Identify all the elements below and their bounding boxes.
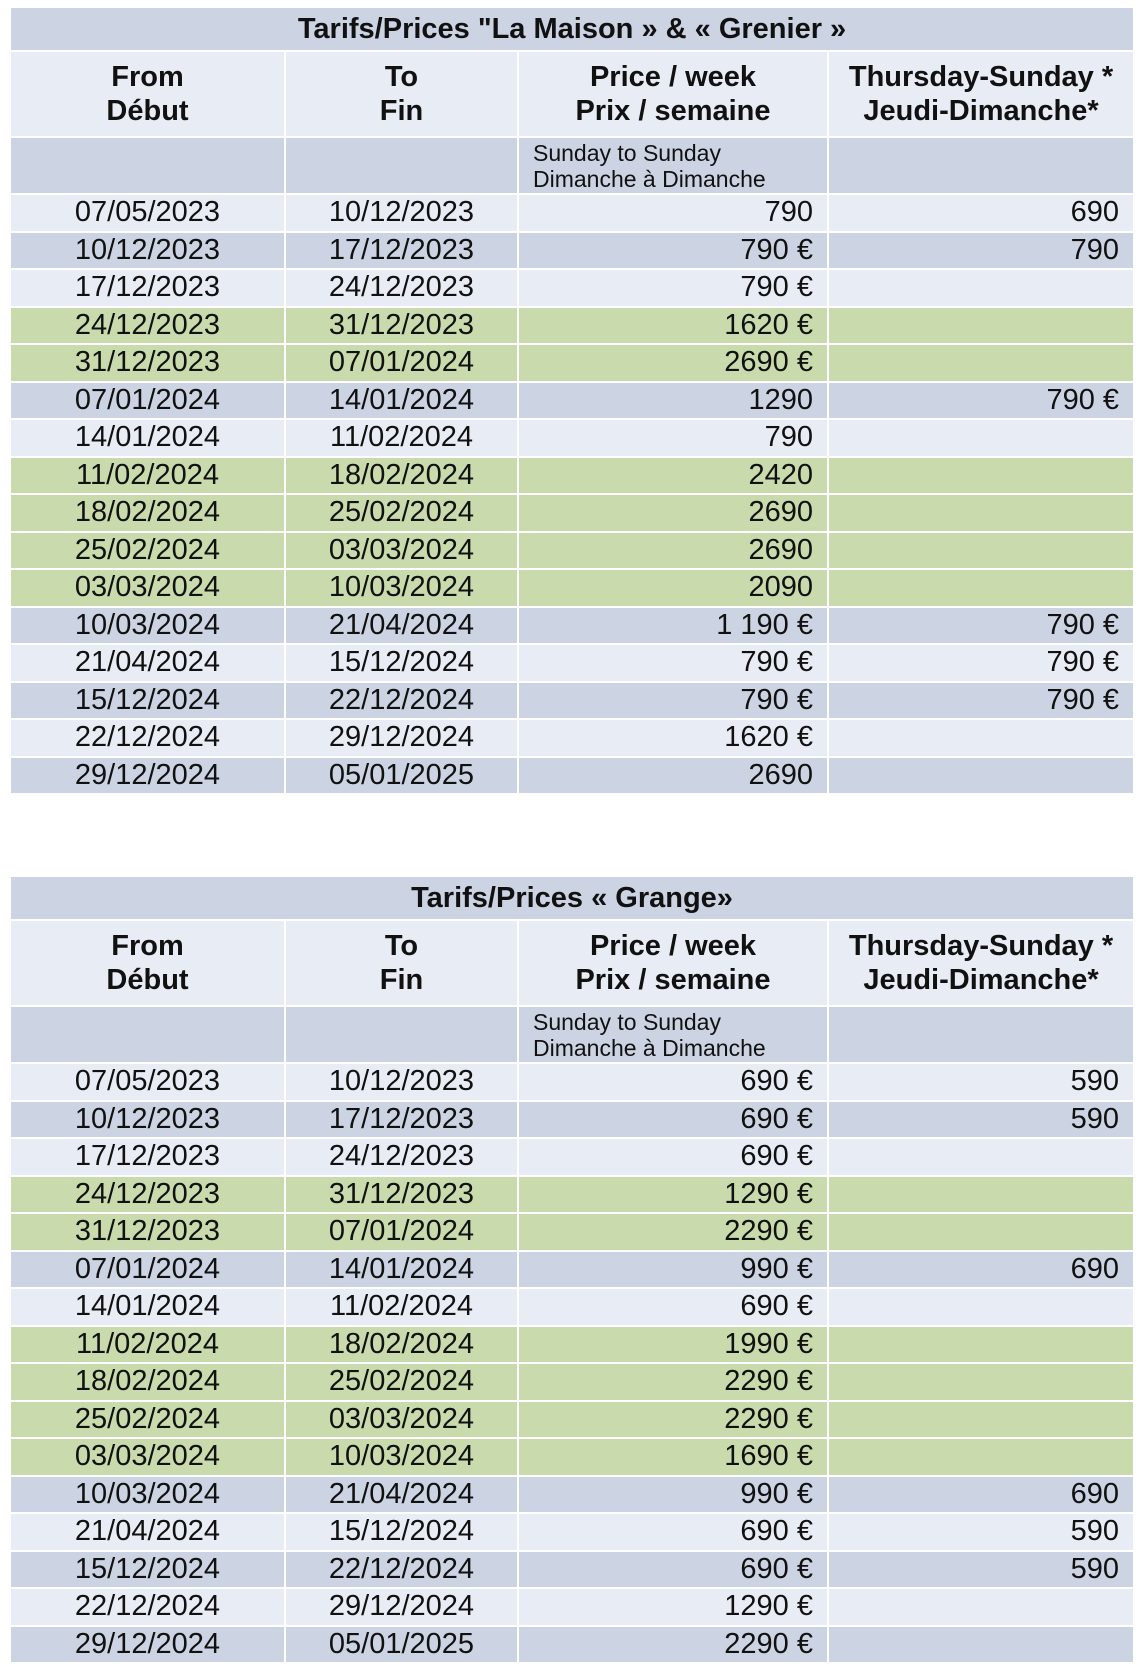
table-row [10, 1326, 1134, 1364]
cell-to-date: 10/12/2023 [285, 194, 518, 232]
cell-price-week: 1290 [518, 382, 828, 420]
table-row [10, 194, 1134, 232]
cell-from-date: 07/01/2024 [10, 382, 285, 420]
table-row [10, 757, 1134, 795]
cell-price-thursday-sunday [828, 419, 1134, 457]
cell-price-thursday-sunday [828, 1401, 1134, 1439]
cell-price-week: 2690 [518, 494, 828, 532]
header-label-en: Thursday-Sunday * [848, 930, 1114, 962]
column-header-price-week [518, 51, 828, 137]
table-title: Tarifs/Prices « Grange» [10, 876, 1134, 920]
cell-price-week: 790 [518, 419, 828, 457]
cell-price-week: 690 € [518, 1551, 828, 1589]
cell-price-week: 790 € [518, 682, 828, 720]
column-header-thursday-sunday [828, 51, 1134, 137]
cell-price-week: 1620 € [518, 719, 828, 757]
cell-from-date: 03/03/2024 [10, 1438, 285, 1476]
cell-price-thursday-sunday: 790 € [828, 644, 1134, 682]
table-row [10, 1176, 1134, 1214]
sub-label-en: Sunday to Sunday [533, 139, 721, 166]
cell-from-date: 31/12/2023 [10, 1213, 285, 1251]
cell-to-date: 07/01/2024 [285, 1213, 518, 1251]
cell-from-date: 25/02/2024 [10, 1401, 285, 1439]
table-row [10, 1588, 1134, 1626]
table-row [10, 269, 1134, 307]
cell-to-date: 03/03/2024 [285, 1401, 518, 1439]
cell-price-thursday-sunday [828, 1176, 1134, 1214]
table-row [10, 1251, 1134, 1289]
cell-from-date: 15/12/2024 [10, 1551, 285, 1589]
cell-price-thursday-sunday [828, 457, 1134, 495]
sub-header-empty [828, 137, 1134, 194]
cell-price-thursday-sunday: 790 € [828, 382, 1134, 420]
cell-price-thursday-sunday: 690 [828, 1476, 1134, 1514]
table-row [10, 569, 1134, 607]
cell-price-week: 790 € [518, 232, 828, 270]
cell-from-date: 14/01/2024 [10, 419, 285, 457]
cell-price-week: 690 € [518, 1138, 828, 1176]
cell-to-date: 15/12/2024 [285, 1513, 518, 1551]
sub-label-fr: Dimanche à Dimanche [533, 1034, 766, 1061]
header-label-fr: Fin [379, 95, 424, 127]
cell-price-thursday-sunday: 590 [828, 1551, 1134, 1589]
sub-label-en: Sunday to Sunday [533, 1008, 721, 1035]
table-row [10, 644, 1134, 682]
price-table-grange [9, 875, 1135, 1664]
cell-price-week: 690 € [518, 1063, 828, 1101]
cell-price-week: 2290 € [518, 1626, 828, 1664]
column-header-from [10, 920, 285, 1006]
cell-from-date: 14/01/2024 [10, 1288, 285, 1326]
table-row [10, 1063, 1134, 1101]
cell-from-date: 29/12/2024 [10, 1626, 285, 1664]
table-row [10, 494, 1134, 532]
cell-price-thursday-sunday [828, 344, 1134, 382]
cell-price-week: 1620 € [518, 307, 828, 345]
cell-price-thursday-sunday [828, 1438, 1134, 1476]
cell-from-date: 03/03/2024 [10, 569, 285, 607]
table-row [10, 1401, 1134, 1439]
cell-price-thursday-sunday [828, 1288, 1134, 1326]
cell-from-date: 22/12/2024 [10, 1588, 285, 1626]
sub-header-sunday-to-sunday [518, 1006, 828, 1063]
cell-price-thursday-sunday [828, 1213, 1134, 1251]
column-header-to [285, 51, 518, 137]
sub-label-fr: Dimanche à Dimanche [533, 165, 766, 192]
cell-from-date: 24/12/2023 [10, 307, 285, 345]
cell-to-date: 21/04/2024 [285, 607, 518, 645]
cell-to-date: 22/12/2024 [285, 682, 518, 720]
sub-header-empty [285, 137, 518, 194]
cell-from-date: 11/02/2024 [10, 1326, 285, 1364]
cell-price-week: 1990 € [518, 1326, 828, 1364]
cell-to-date: 25/02/2024 [285, 1363, 518, 1401]
cell-from-date: 11/02/2024 [10, 457, 285, 495]
cell-from-date: 07/05/2023 [10, 1063, 285, 1101]
table-row [10, 307, 1134, 345]
cell-price-thursday-sunday [828, 1326, 1134, 1364]
table-row [10, 1213, 1134, 1251]
sub-header-empty [285, 1006, 518, 1063]
cell-to-date: 24/12/2023 [285, 269, 518, 307]
cell-price-week: 990 € [518, 1251, 828, 1289]
cell-to-date: 03/03/2024 [285, 532, 518, 570]
cell-price-thursday-sunday [828, 569, 1134, 607]
cell-price-week: 1290 € [518, 1176, 828, 1214]
column-header-to [285, 920, 518, 1006]
cell-to-date: 29/12/2024 [285, 1588, 518, 1626]
table-row [10, 1288, 1134, 1326]
cell-from-date: 21/04/2024 [10, 644, 285, 682]
header-label-fr: Début [106, 95, 189, 127]
table-row [10, 1626, 1134, 1664]
cell-price-thursday-sunday [828, 719, 1134, 757]
cell-price-week: 2690 € [518, 344, 828, 382]
cell-price-week: 790 € [518, 644, 828, 682]
table-body [10, 1063, 1134, 1663]
header-label-fr: Jeudi-Dimanche* [863, 95, 1099, 127]
table-row [10, 1363, 1134, 1401]
cell-price-thursday-sunday: 790 € [828, 607, 1134, 645]
cell-from-date: 17/12/2023 [10, 269, 285, 307]
sub-header-sunday-to-sunday [518, 137, 828, 194]
cell-to-date: 07/01/2024 [285, 344, 518, 382]
header-label-fr: Début [106, 964, 189, 996]
cell-to-date: 21/04/2024 [285, 1476, 518, 1514]
cell-from-date: 21/04/2024 [10, 1513, 285, 1551]
cell-price-week: 990 € [518, 1476, 828, 1514]
cell-price-thursday-sunday [828, 307, 1134, 345]
cell-to-date: 22/12/2024 [285, 1551, 518, 1589]
cell-price-thursday-sunday: 790 [828, 232, 1134, 270]
table-row [10, 532, 1134, 570]
cell-to-date: 17/12/2023 [285, 232, 518, 270]
cell-price-week: 2290 € [518, 1363, 828, 1401]
cell-to-date: 31/12/2023 [285, 307, 518, 345]
cell-to-date: 10/12/2023 [285, 1063, 518, 1101]
cell-from-date: 24/12/2023 [10, 1176, 285, 1214]
table-body [10, 194, 1134, 794]
cell-price-thursday-sunday [828, 1363, 1134, 1401]
column-header-from [10, 51, 285, 137]
cell-price-thursday-sunday: 590 [828, 1101, 1134, 1139]
cell-from-date: 18/02/2024 [10, 494, 285, 532]
cell-price-week: 1 190 € [518, 607, 828, 645]
table-row [10, 1438, 1134, 1476]
cell-to-date: 24/12/2023 [285, 1138, 518, 1176]
table-row [10, 232, 1134, 270]
cell-to-date: 14/01/2024 [285, 1251, 518, 1289]
cell-price-thursday-sunday: 590 [828, 1063, 1134, 1101]
sub-header-empty [828, 1006, 1134, 1063]
table-row [10, 382, 1134, 420]
cell-price-week: 790 [518, 194, 828, 232]
cell-from-date: 10/12/2023 [10, 1101, 285, 1139]
cell-to-date: 31/12/2023 [285, 1176, 518, 1214]
header-label-en: To [384, 61, 419, 93]
cell-to-date: 11/02/2024 [285, 419, 518, 457]
cell-to-date: 11/02/2024 [285, 1288, 518, 1326]
cell-from-date: 07/05/2023 [10, 194, 285, 232]
table-title: Tarifs/Prices "La Maison » & « Grenier » [10, 7, 1134, 51]
header-label-en: Price / week [589, 930, 757, 962]
cell-price-thursday-sunday [828, 1588, 1134, 1626]
cell-price-week: 2690 [518, 757, 828, 795]
price-table-maison-grenier [9, 6, 1135, 795]
cell-from-date: 29/12/2024 [10, 757, 285, 795]
cell-price-week: 1690 € [518, 1438, 828, 1476]
cell-to-date: 14/01/2024 [285, 382, 518, 420]
cell-from-date: 31/12/2023 [10, 344, 285, 382]
cell-from-date: 25/02/2024 [10, 532, 285, 570]
table-row [10, 1513, 1134, 1551]
cell-to-date: 25/02/2024 [285, 494, 518, 532]
cell-to-date: 15/12/2024 [285, 644, 518, 682]
table-row [10, 682, 1134, 720]
cell-price-week: 690 € [518, 1101, 828, 1139]
cell-from-date: 10/03/2024 [10, 1476, 285, 1514]
cell-price-week: 2690 [518, 532, 828, 570]
cell-from-date: 10/03/2024 [10, 607, 285, 645]
cell-to-date: 05/01/2025 [285, 1626, 518, 1664]
cell-price-thursday-sunday: 690 [828, 194, 1134, 232]
cell-from-date: 18/02/2024 [10, 1363, 285, 1401]
cell-price-thursday-sunday [828, 532, 1134, 570]
sub-header-empty [10, 137, 285, 194]
column-header-thursday-sunday [828, 920, 1134, 1006]
table-row [10, 1476, 1134, 1514]
header-label-en: To [384, 930, 419, 962]
cell-price-week: 1290 € [518, 1588, 828, 1626]
cell-price-week: 2090 [518, 569, 828, 607]
cell-to-date: 05/01/2025 [285, 757, 518, 795]
header-label-en: From [111, 930, 184, 962]
cell-price-thursday-sunday [828, 1138, 1134, 1176]
cell-from-date: 22/12/2024 [10, 719, 285, 757]
cell-price-week: 2420 [518, 457, 828, 495]
cell-price-thursday-sunday [828, 1626, 1134, 1664]
table-row [10, 457, 1134, 495]
cell-price-thursday-sunday: 690 [828, 1251, 1134, 1289]
header-label-en: Price / week [589, 61, 757, 93]
cell-to-date: 10/03/2024 [285, 1438, 518, 1476]
table-row [10, 1551, 1134, 1589]
cell-from-date: 17/12/2023 [10, 1138, 285, 1176]
table-row [10, 607, 1134, 645]
cell-price-week: 2290 € [518, 1401, 828, 1439]
header-label-fr: Fin [379, 964, 424, 996]
table-row [10, 419, 1134, 457]
cell-to-date: 10/03/2024 [285, 569, 518, 607]
cell-from-date: 15/12/2024 [10, 682, 285, 720]
header-label-fr: Jeudi-Dimanche* [863, 964, 1099, 996]
cell-price-week: 2290 € [518, 1213, 828, 1251]
table-row [10, 1138, 1134, 1176]
cell-price-thursday-sunday: 590 [828, 1513, 1134, 1551]
header-label-en: From [111, 61, 184, 93]
sub-header-empty [10, 1006, 285, 1063]
cell-price-thursday-sunday [828, 494, 1134, 532]
table-row [10, 719, 1134, 757]
cell-price-week: 690 € [518, 1288, 828, 1326]
cell-to-date: 29/12/2024 [285, 719, 518, 757]
cell-price-thursday-sunday [828, 269, 1134, 307]
table-row [10, 344, 1134, 382]
column-header-price-week [518, 920, 828, 1006]
cell-to-date: 18/02/2024 [285, 1326, 518, 1364]
table-row [10, 1101, 1134, 1139]
header-label-fr: Prix / semaine [575, 964, 771, 996]
cell-price-week: 690 € [518, 1513, 828, 1551]
cell-to-date: 17/12/2023 [285, 1101, 518, 1139]
cell-from-date: 07/01/2024 [10, 1251, 285, 1289]
cell-price-thursday-sunday [828, 757, 1134, 795]
cell-to-date: 18/02/2024 [285, 457, 518, 495]
cell-from-date: 10/12/2023 [10, 232, 285, 270]
cell-price-thursday-sunday: 790 € [828, 682, 1134, 720]
cell-price-week: 790 € [518, 269, 828, 307]
header-label-en: Thursday-Sunday * [848, 61, 1114, 93]
header-label-fr: Prix / semaine [575, 95, 771, 127]
